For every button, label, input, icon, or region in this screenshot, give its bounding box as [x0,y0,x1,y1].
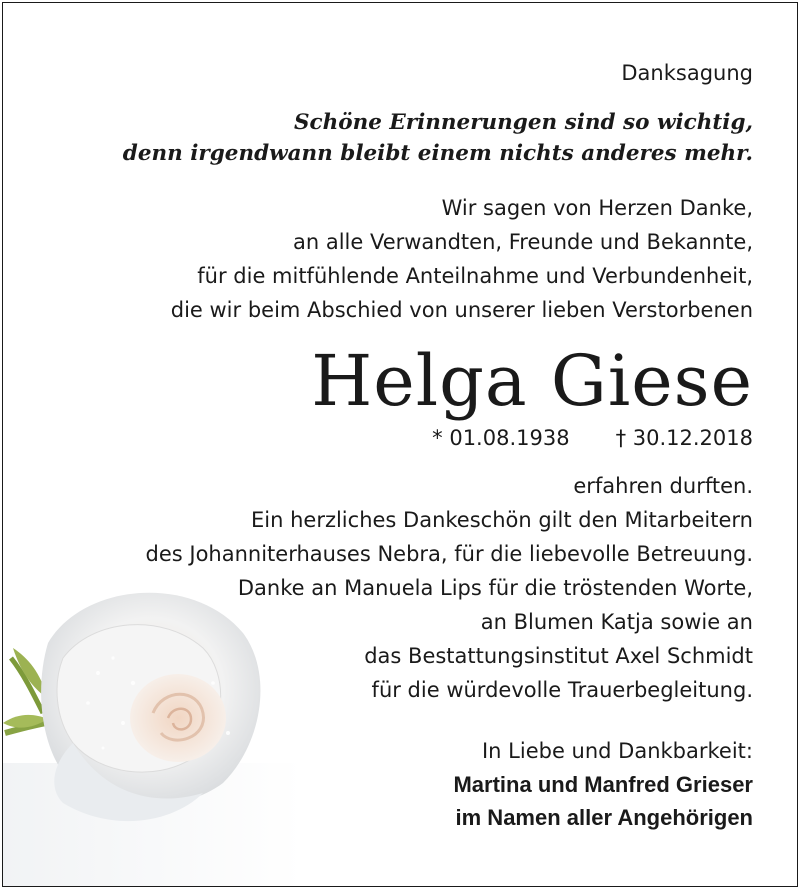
text-line: an Blumen Katja sowie an [480,610,753,634]
text-line: Danke an Manuela Lips für die tröstenden Worte, [237,576,753,600]
text-line: an alle Verwandten, Freunde und Bekannte, [292,230,753,254]
birth-date: * 01.08.1938 [432,426,570,450]
text-line: das Bestattungsinstitut Axel Schmidt [364,644,753,668]
signatory-names: Martina und Manfred Grieser [453,772,753,797]
quote-line: Schöne Erinnerungen sind so wichtig, [294,110,753,135]
text-line: Ein herzliches Dankeschön gilt den Mitarbeitern [251,508,753,532]
thanks-intro [3,191,753,327]
deceased-name: Helga Giese [311,340,753,422]
thanks-detail [3,469,753,707]
memorial-quote [3,107,753,169]
text-line: für die würdevolle Trauerbegleitung. [371,678,753,702]
text-line: für die mitfühlende Anteilnahme und Verbundenheit, [197,264,753,288]
quote-line: denn irgendwann bleibt einem nichts anderes mehr. [122,141,753,166]
obituary-card [2,2,798,887]
text-line: des Johanniterhauses Nebra, für die liebevolle Betreuung. [145,542,753,566]
closing-line: In Liebe und Dankbarkeit: [481,739,753,763]
text-line: Wir sagen von Herzen Danke, [441,196,753,220]
signature-block [3,735,753,834]
text-line: erfahren durften. [573,474,753,498]
obituary-text [3,3,753,834]
life-dates [3,423,753,453]
death-date: † 30.12.2018 [615,426,753,450]
text-line: die wir beim Abschied von unserer lieben Verstorbenen [170,298,753,322]
signatory-note: im Namen aller Angehörigen [455,805,753,830]
notice-heading: Danksagung [621,61,753,85]
